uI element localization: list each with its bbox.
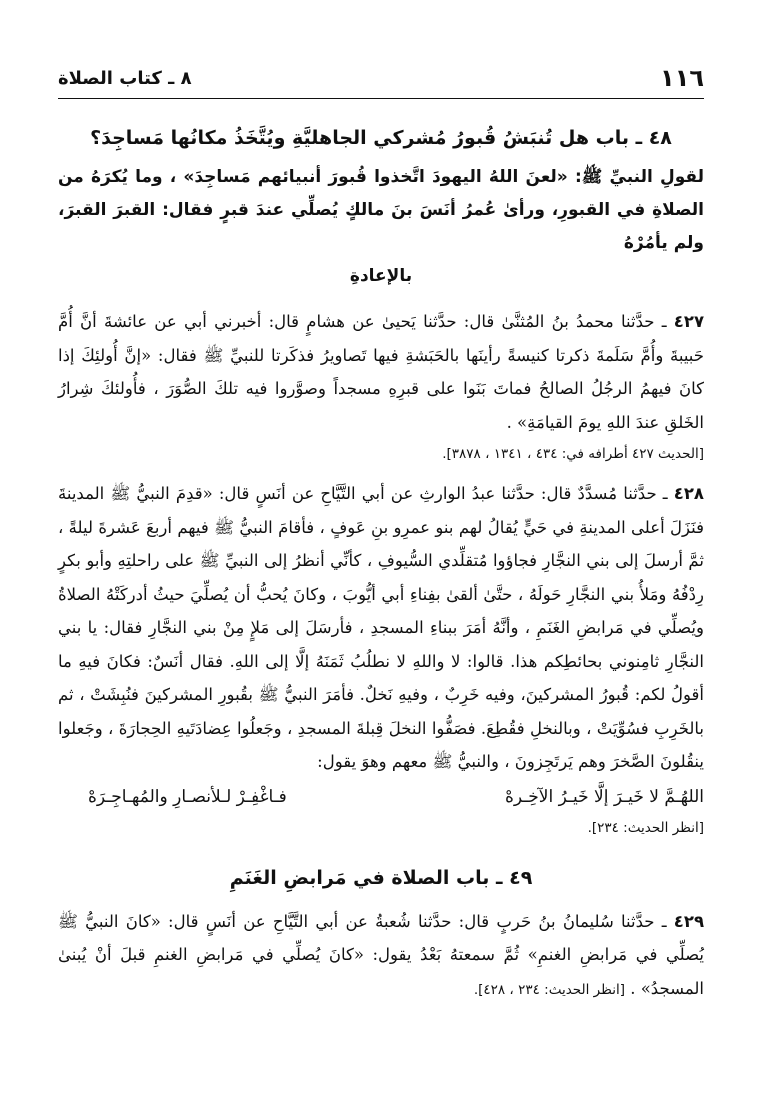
hadith-428-number: ٤٢٨ (673, 484, 704, 503)
hadith-428 (58, 477, 704, 779)
hadith-429-reference: [انظر الحديث: ٢٣٤ ، ٤٢٨]. (473, 981, 625, 998)
hadith-429-text: ـ حدَّثنا سُليمانُ بنُ حَربٍ قال: حدَّثنا شُعبةُ عن أبي التَّيَّاحِ عن أنَسٍ قال: «كانَ النبيُّ ﷺ يُصلِّي في مَرابضِ الغنمِ» ثُمَّ سمعتهُ بَعْدُ يقول: «كانَ يُصلِّي في مَرابضِ الغنمِ قبلَ أنْ يُبنىٰ المسجدُ» . (58, 911, 704, 998)
page-number: ١١٦ (660, 64, 704, 92)
running-head (58, 58, 704, 99)
book-page (58, 58, 704, 1058)
hadith-429 (58, 905, 704, 1008)
chapter-48-intro-last-line: بالإعادةِ (349, 266, 413, 286)
hadith-429-number: ٤٢٩ (673, 911, 705, 931)
hadith-428-text: ـ حدَّثنا مُسدَّدٌ قال: حدَّثنا عبدُ الوارثِ عن أبي التَّيَّاحِ عن أنَسٍ قال: «قدِمَ النبيُّ ﷺ المدينةَ فنَزَلَ أعلى المدينةِ في حَيٍّ يُقالُ لهم بنو عمرِو بنِ عَوفٍ ، فأقامَ النبيُّ ﷺ فيهم أربعَ عَشرةَ ليلةً ، ثمَّ أرسلَ إلى بني النجَّارِ فجاؤوا مُتقلِّدي السُّيوفِ ، كأنِّي أنظرُ إلى النبيِّ ﷺ على راحلتِهِ وأبو بكرٍ رِدْفُهُ ومَلأُ بني النجَّارِ حَولَهُ ، حتَّىٰ ألقىٰ بفِناءِ أبي أيُّوبَ ، وكانَ يُحبُّ أن يُصلِّيَ حيثُ أدركَتْهُ الصلاةُ ويُصلِّي في مَرابضِ الغَنَمِ ، وأنَّهُ أمَرَ ببناءِ المسجدِ ، فأرسَلَ إلى مَلإٍ مِنْ بني النجَّارِ فقال: يا بني النجَّارِ ثامِنوني بحائطِكم هذا. قالوا: لا واللهِ لا نطلُبُ ثَمَنَهُ إلَّا إلى اللهِ. فقال أنَسٌ: فكانَ فيهِ ما أقولُ لكم: قُبورُ المشركينَ، وفيه خَرِبٌ ، وفيهِ نَخلٌ. فأمَرَ النبيُّ ﷺ بقُبورِ المشركينَ فنُبِشَتْ ، ثم بالخَرِبِ فسُوِّيَتْ ، وبالنخلِ فقُطِعَ. فصَفُّوا النخلَ قِبلةَ المسجدِ ، وجَعلُوا عِضادَتَيهِ الحِجارَةَ ، وجَعلوا ينقُلونَ الصَّخرَ وهم يَرتَجِزونَ ، والنبيُّ ﷺ معهم وهوَ يقول: (58, 484, 704, 771)
chapter-49-title: ٤٩ ـ باب الصلاة في مَرابضِ الغَنَمِ (229, 866, 533, 889)
hadith-427 (58, 305, 704, 439)
hadith-427-number: ٤٢٧ (673, 312, 705, 331)
hadith-428-reference: [انظر الحديث: ٢٣٤]. (587, 819, 704, 836)
chapter-48-intro (58, 161, 704, 293)
chapter-48-intro-text: لقولِ النبيِّ ﷺ: «لعنَ اللهُ اليهودَ اتَّخذوا قُبورَ أنبيائهم مَساجِدَ» ، وما يُكرَهُ من الصلاةِ في القبورِ، ورأىٰ عُمرُ أنَسَ بنَ مالكٍ يُصلِّي عندَ قبرٍ فقال: القبرَ القبرَ، ولم يأمُرْهُ (58, 167, 704, 253)
poem-hemistich-2: فـاغْفِـرْ لـلأنصـارِ والمُهـاجِـرَهْ (88, 786, 287, 807)
poem-hemistich-1: اللهُـمَّ لا خَيـرَ إلَّا خَيـرُ الآخِـرهْ (505, 786, 704, 807)
running-title: ٨ ـ كتاب الصلاة (58, 68, 192, 89)
hadith-427-reference: [الحديث ٤٢٧ أطرافه في: ٤٣٤ ، ١٣٤١ ، ٣٨٧٨]. (442, 446, 704, 462)
hadith-427-text: ـ حدَّثنا محمدُ بنُ المُثنَّىٰ قال: حدَّثنا يَحيىٰ عن هشامٍ قال: أخبرني أبي عن عائشةَ أنَّ أُمَّ حَبيبةَ وأُمَّ سَلَمةَ ذكرتا كنيسةً رأينَها بالحَبَشةِ فيها تَصاويرُ فذكَرتا للنبيِّ ﷺ فقال: «إنَّ أُولئِكَ إذا كانَ فيهمُ الرجُلُ الصالحُ فماتَ بَنَوا على قبرِهِ مسجداً وصوَّروا فيه تلكَ الصُّوَرَ ، فأُولئكَ شِرارُ الخَلقِ عندَ اللهِ يومَ القيامَةِ» . (58, 312, 704, 432)
poem-verse (58, 781, 704, 813)
chapter-48-title: ٤٨ ـ باب هل تُنبَشُ قُبورُ مُشركي الجاهليَّةِ ويُتَّخَذُ مكانُها مَساجِدَ؟ (90, 127, 672, 149)
